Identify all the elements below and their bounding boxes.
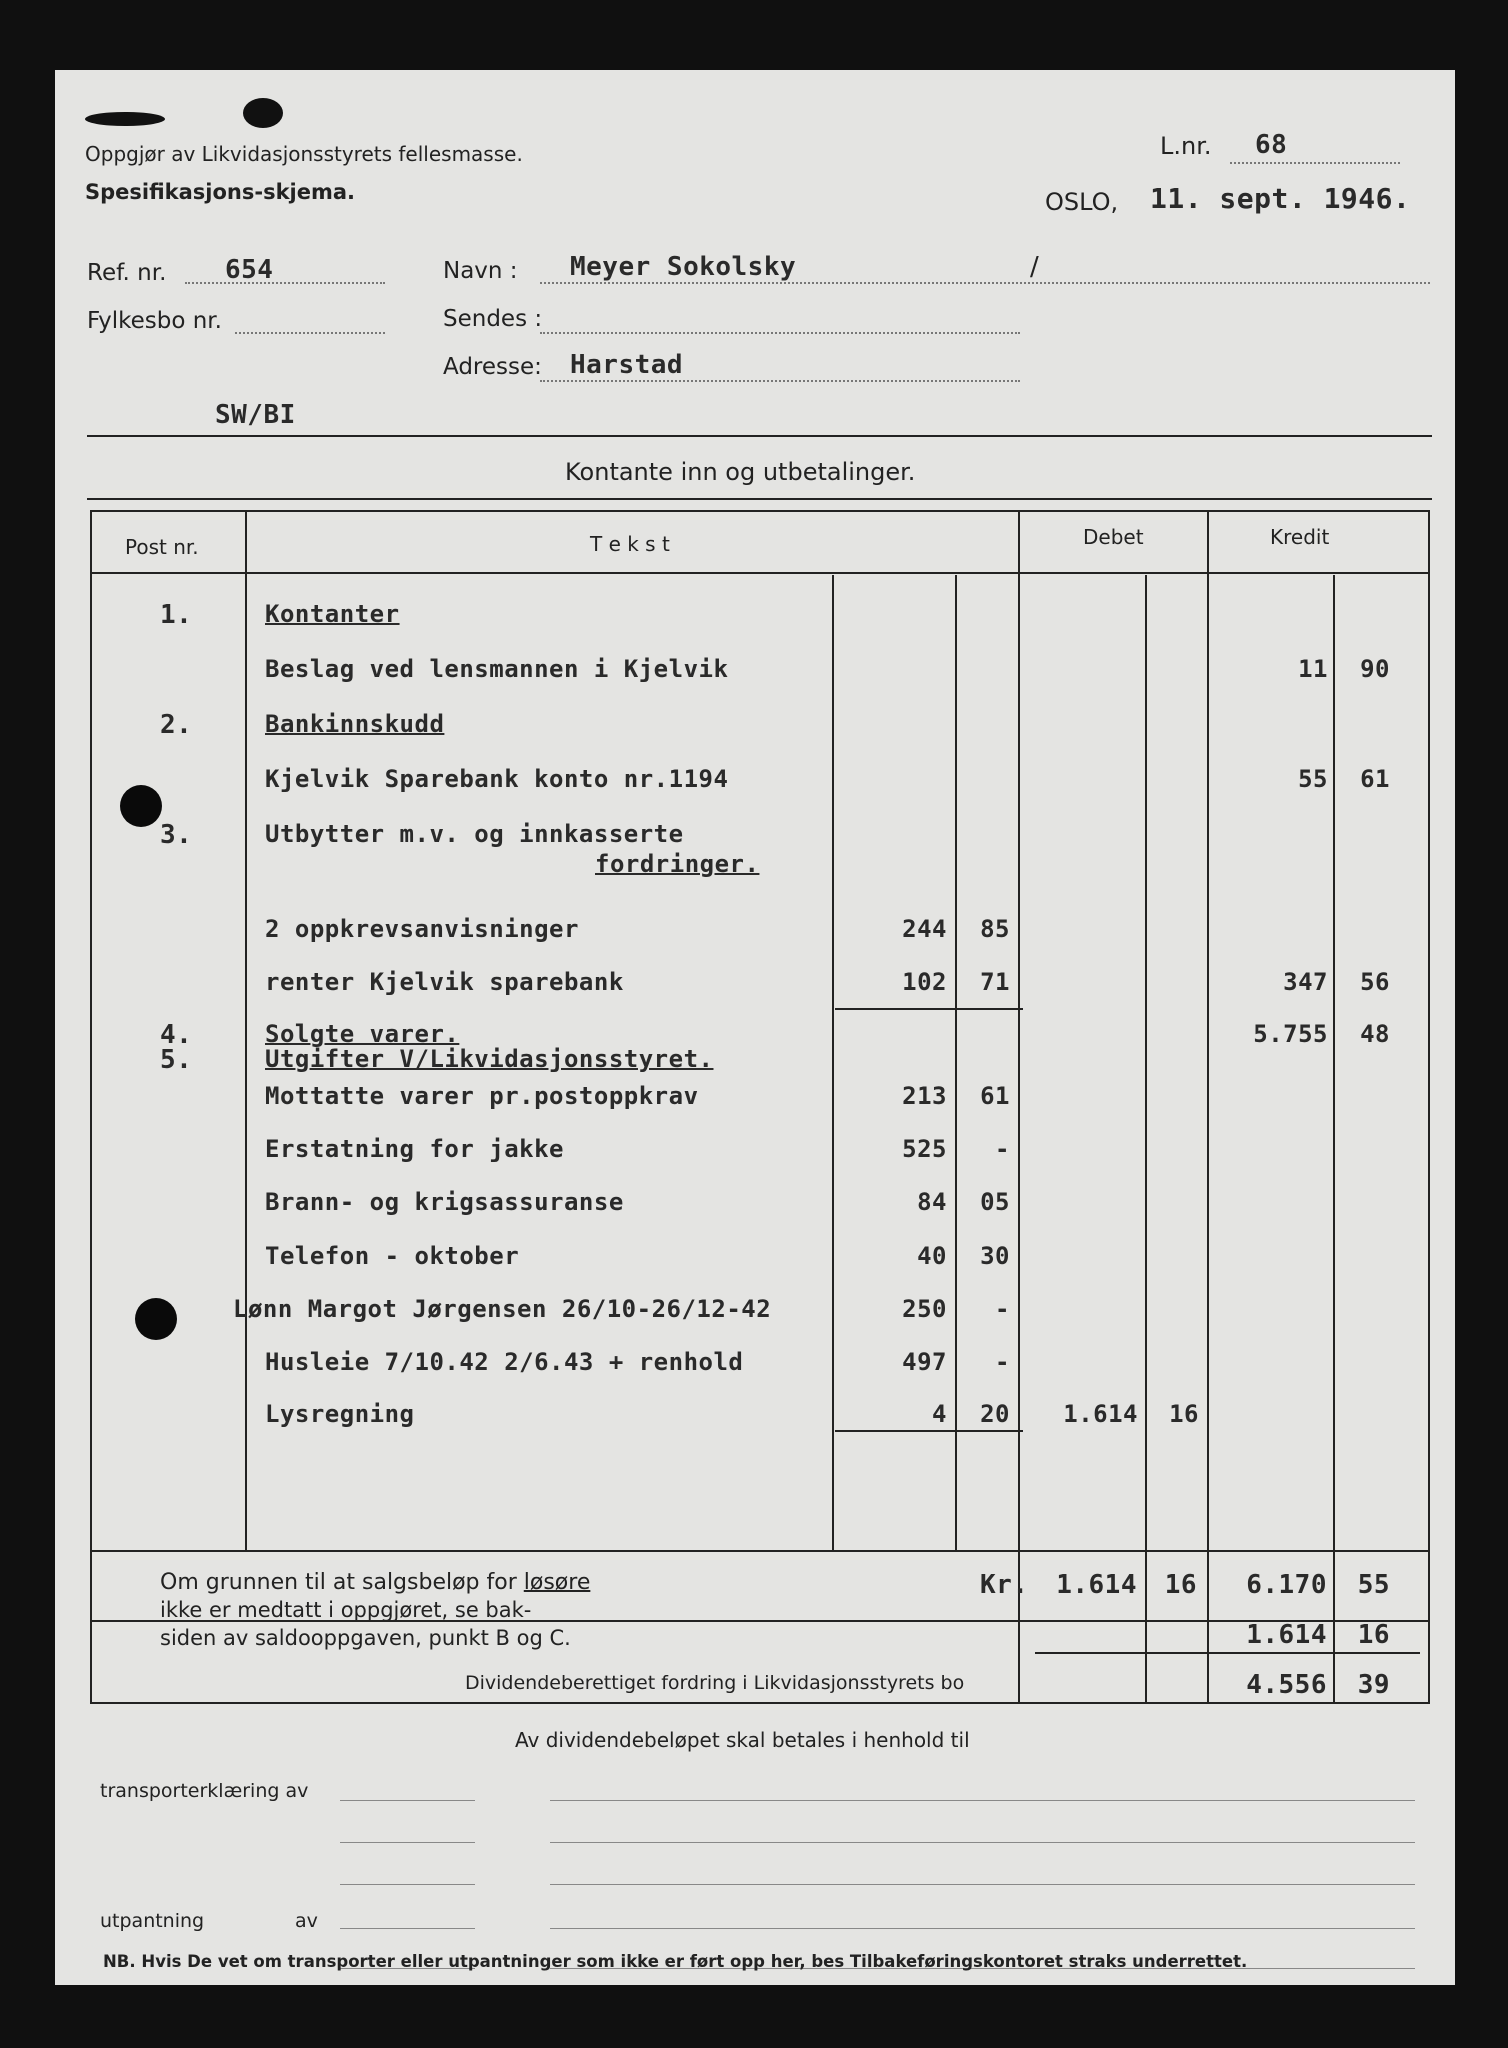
date-value: 11. sept. 1946. bbox=[1150, 182, 1411, 215]
header-kredit: Kredit bbox=[1270, 525, 1330, 549]
row-post-number: 1. bbox=[160, 600, 193, 630]
row-description: 2 oppkrevsanvisninger bbox=[265, 915, 579, 943]
transport-line-long-2 bbox=[550, 1842, 1415, 1843]
row-amount-kroner: 4 bbox=[932, 1400, 947, 1428]
row-description: Husleie 7/10.42 2/6.43 + renhold bbox=[265, 1348, 744, 1376]
section-bottom-rule bbox=[87, 498, 1432, 500]
ref-dotline bbox=[185, 282, 385, 284]
table-right-border bbox=[1428, 510, 1430, 1622]
footer-debet-divider-ext bbox=[1207, 1622, 1209, 1704]
transport-line-long-1 bbox=[550, 1800, 1415, 1801]
table-top-border bbox=[90, 510, 1430, 512]
note-line-1-underlined: løsøre bbox=[523, 1570, 591, 1595]
navn-label: Navn : bbox=[443, 258, 518, 284]
row-kredit-kroner: 5.755 bbox=[1253, 1020, 1328, 1048]
row-description: Mottatte varer pr.postoppkrav bbox=[265, 1082, 699, 1110]
row-description: Kontanter bbox=[265, 600, 400, 628]
row-description: fordringer. bbox=[595, 850, 760, 878]
lnr-dotline bbox=[1230, 162, 1400, 164]
subtotal-rule-2 bbox=[835, 1430, 1023, 1432]
kr-label: Kr. bbox=[980, 1570, 1029, 1600]
navn-value: Meyer Sokolsky bbox=[570, 252, 797, 282]
nb-note: NB. Hvis De vet om transporter eller utpantninger som ikke er ført opp her, bes Tilbakeføringskontoret straks underrettet. bbox=[103, 1952, 1248, 1971]
row-kredit-kroner: 11 bbox=[1298, 655, 1328, 683]
dividend-ore: 39 bbox=[1357, 1670, 1390, 1700]
header-debet: Debet bbox=[1083, 525, 1144, 549]
row-amount-kroner: 250 bbox=[902, 1295, 947, 1323]
dividend-label: Dividendeberettiget fordring i Likvidasjonsstyrets bo bbox=[465, 1672, 965, 1694]
row-amount-kroner: 497 bbox=[902, 1348, 947, 1376]
row-amount-ore: 71 bbox=[980, 968, 1010, 996]
initials: SW/BI bbox=[215, 400, 296, 430]
minus-ore: 16 bbox=[1357, 1620, 1390, 1650]
utpantning-line-long-1 bbox=[550, 1928, 1415, 1929]
note-line-2: ikke er medtatt i oppgjøret, se bak- bbox=[160, 1598, 532, 1622]
table-header-border bbox=[90, 572, 1430, 574]
lnr-value: 68 bbox=[1255, 130, 1288, 160]
row-post-number: 4. bbox=[160, 1020, 193, 1050]
row-description: Solgte varer. bbox=[265, 1020, 460, 1048]
navn-slash: / bbox=[1030, 252, 1039, 282]
sendes-label: Sendes : bbox=[443, 306, 543, 332]
sendes-dotline bbox=[540, 332, 1020, 334]
document-title: Oppgjør av Likvidasjonsstyrets fellesmasse. bbox=[85, 142, 523, 166]
row-amount-ore: 05 bbox=[980, 1188, 1010, 1216]
row-description: Utbytter m.v. og innkasserte bbox=[265, 820, 684, 848]
adresse-value: Harstad bbox=[570, 350, 684, 380]
section-top-rule bbox=[87, 435, 1432, 437]
footer-right-ext bbox=[1428, 1622, 1430, 1704]
subtotal-rule-1 bbox=[835, 1008, 1023, 1010]
document-page bbox=[55, 70, 1455, 1985]
row-description: Brann- og krigsassuranse bbox=[265, 1188, 624, 1216]
row-debet-ore: 16 bbox=[1169, 1400, 1199, 1428]
transport-line-short-2 bbox=[340, 1842, 475, 1843]
payment-heading: Av dividendebeløpet skal betales i henhold til bbox=[515, 1728, 970, 1752]
row-description: Kjelvik Sparebank konto nr.1194 bbox=[265, 765, 729, 793]
footer-left-ext bbox=[90, 1622, 92, 1704]
row-post-number: 5. bbox=[160, 1045, 193, 1075]
fylkesbo-label: Fylkesbo nr. bbox=[87, 308, 222, 334]
col-amount-divider bbox=[832, 575, 834, 1550]
row-amount-kroner: 40 bbox=[917, 1242, 947, 1270]
ref-value: 654 bbox=[225, 255, 274, 285]
row-amount-ore: 61 bbox=[980, 1082, 1010, 1110]
row-amount-kroner: 84 bbox=[917, 1188, 947, 1216]
ref-label: Ref. nr. bbox=[87, 260, 167, 286]
section-title: Kontante inn og utbetalinger. bbox=[565, 458, 916, 486]
transport-line-long-3 bbox=[550, 1884, 1415, 1885]
row-description: Telefon - oktober bbox=[265, 1242, 520, 1270]
navn-dotline bbox=[540, 282, 1430, 284]
ink-smudge bbox=[85, 112, 165, 126]
col-tekst-divider bbox=[1018, 510, 1020, 1622]
footer-tekst-divider-ext bbox=[1018, 1622, 1020, 1704]
minus-rule bbox=[1035, 1652, 1420, 1654]
header-tekst: T e k s t bbox=[590, 532, 670, 556]
row-amount-ore: - bbox=[995, 1295, 1010, 1323]
row-post-number: 2. bbox=[160, 710, 193, 740]
footer-debet-ore-ext bbox=[1145, 1622, 1147, 1704]
row-amount-kroner: 102 bbox=[902, 968, 947, 996]
adresse-dotline bbox=[540, 380, 1020, 382]
row-kredit-ore: 61 bbox=[1360, 765, 1390, 793]
row-kredit-ore: 48 bbox=[1360, 1020, 1390, 1048]
footer-final-border bbox=[90, 1702, 1430, 1704]
transport-line-short-3 bbox=[340, 1884, 475, 1885]
note-line-1-text: Om grunnen til at salgsbeløp for bbox=[160, 1570, 524, 1595]
total-debet-ore: 16 bbox=[1164, 1570, 1197, 1600]
col-post-divider bbox=[245, 510, 247, 1550]
lnr-label: L.nr. bbox=[1160, 132, 1212, 160]
row-description: Beslag ved lensmannen i Kjelvik bbox=[265, 655, 729, 683]
row-kredit-ore: 90 bbox=[1360, 655, 1390, 683]
dividend-kroner: 4.556 bbox=[1246, 1670, 1327, 1700]
row-amount-ore: 20 bbox=[980, 1400, 1010, 1428]
row-description: Lønn Margot Jørgensen 26/10-26/12-42 bbox=[233, 1295, 772, 1323]
row-description: Erstatning for jakke bbox=[265, 1135, 564, 1163]
note-line-1 bbox=[160, 1570, 590, 1595]
minus-kroner: 1.614 bbox=[1246, 1620, 1327, 1650]
document-subtitle: Spesifikasjons-skjema. bbox=[85, 180, 356, 204]
note-line-3: siden av saldooppgaven, punkt B og C. bbox=[160, 1626, 571, 1650]
row-description: Utgifter V/Likvidasjonsstyret. bbox=[265, 1045, 714, 1073]
row-description: renter Kjelvik sparebank bbox=[265, 968, 624, 996]
row-description: Bankinnskudd bbox=[265, 710, 445, 738]
fylkesbo-dotline bbox=[235, 332, 385, 334]
transport-label: transporterklæring av bbox=[100, 1780, 309, 1802]
total-debet-kroner: 1.614 bbox=[1056, 1570, 1137, 1600]
adresse-label: Adresse: bbox=[443, 354, 542, 380]
utpantning-av-label: av bbox=[295, 1910, 318, 1932]
total-kredit-kroner: 6.170 bbox=[1246, 1570, 1327, 1600]
transport-line-short-1 bbox=[340, 1800, 475, 1801]
col-debet-ore-divider bbox=[1145, 575, 1147, 1622]
table-left-border bbox=[90, 510, 92, 1622]
row-amount-ore: 85 bbox=[980, 915, 1010, 943]
row-amount-ore: - bbox=[995, 1348, 1010, 1376]
row-amount-kroner: 244 bbox=[902, 915, 947, 943]
row-amount-kroner: 525 bbox=[902, 1135, 947, 1163]
row-post-number: 3. bbox=[160, 820, 193, 850]
place-label: OSLO, bbox=[1045, 188, 1119, 216]
col-amount-ore-divider bbox=[955, 575, 957, 1550]
ink-smudge bbox=[243, 98, 283, 128]
table-footer-border bbox=[90, 1550, 1430, 1552]
row-kredit-ore: 56 bbox=[1360, 968, 1390, 996]
row-amount-ore: - bbox=[995, 1135, 1010, 1163]
row-kredit-kroner: 55 bbox=[1298, 765, 1328, 793]
col-debet-divider bbox=[1207, 510, 1209, 1622]
punch-hole-upper bbox=[120, 785, 162, 827]
utpantning-line-short-1 bbox=[340, 1928, 475, 1929]
row-debet-kroner: 1.614 bbox=[1063, 1400, 1138, 1428]
row-amount-kroner: 213 bbox=[902, 1082, 947, 1110]
row-amount-ore: 30 bbox=[980, 1242, 1010, 1270]
row-description: Lysregning bbox=[265, 1400, 415, 1428]
footer-kredit-ore-ext bbox=[1333, 1622, 1335, 1704]
col-kredit-ore-divider bbox=[1333, 575, 1335, 1622]
row-kredit-kroner: 347 bbox=[1283, 968, 1328, 996]
total-kredit-ore: 55 bbox=[1357, 1570, 1390, 1600]
header-post: Post nr. bbox=[125, 535, 199, 559]
punch-hole-lower bbox=[135, 1298, 177, 1340]
utpantning-label: utpantning bbox=[100, 1910, 205, 1932]
